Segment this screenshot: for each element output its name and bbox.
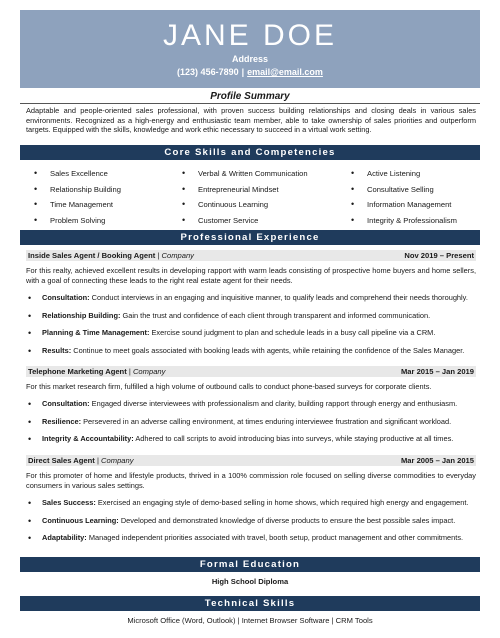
skills-column-2	[182, 166, 308, 228]
bullet-label: Resilience:	[42, 417, 82, 426]
bullet-label: Planning & Time Management:	[42, 328, 150, 337]
email-link[interactable]: email@email.com	[247, 67, 323, 77]
skills-column-3	[351, 166, 457, 228]
job-company: Company	[161, 251, 194, 260]
resume-header	[20, 10, 480, 88]
job-dates: Nov 2019 – Present	[404, 251, 474, 260]
job-bullet	[26, 399, 476, 409]
job-header	[26, 250, 476, 261]
bullet-label: Continuous Learning:	[42, 516, 119, 525]
job-dates: Mar 2015 – Jan 2019	[400, 367, 474, 376]
skill-item: • Problem Solving	[34, 213, 121, 229]
contact-line	[20, 66, 480, 78]
job-dates: Mar 2005 – Jan 2015	[400, 456, 474, 465]
job-bullet	[26, 434, 476, 444]
job-separator: |	[155, 251, 162, 260]
education-item: High School Diploma	[211, 577, 289, 586]
job-header	[26, 455, 476, 466]
bullet-text: Adhered to call scripts to avoid introducing bias into surveys, while staying productive at all times.	[133, 434, 454, 443]
job-separator: |	[126, 367, 133, 376]
bullet-label: Sales Success:	[42, 498, 96, 507]
skill-item: • Consultative Selling	[351, 182, 457, 198]
bullet-text: Developed and demonstrated knowledge of diverse products to ensure the best possible sales impact.	[118, 516, 456, 525]
bullet-text: Continue to meet goals associated with booking leads with agents, while retaining the confidence of the Sales Manager.	[71, 346, 465, 355]
job-summary: For this promoter of home and lifestyle products, thrived in a 100% commission role focused on selling diverse commodities to everyday consumers in various sales settings.	[26, 471, 476, 490]
bullet-label: Consultation:	[42, 293, 90, 302]
bullet-label: Adaptability:	[42, 533, 87, 542]
skill-item: • Time Management	[34, 197, 121, 213]
core-skills-band: Core Skills and Competencies	[20, 145, 480, 160]
skill-item: • Verbal & Written Communication	[182, 166, 308, 182]
bullet-text: Exercise sound judgment to plan and schedule leads in a busy call pipeline via a CRM.	[149, 328, 436, 337]
technical-skills-item: Microsoft Office (Word, Outlook) | Internet Browser Software | CRM Tools	[127, 616, 373, 625]
job-title: Inside Sales Agent / Booking Agent	[28, 251, 156, 260]
job-company: Company	[132, 367, 166, 376]
job-summary: For this realty, achieved excellent results in developing rapport with warm leads consisting of prospective home buyers and home sellers, with a goal of connecting these leads to the right real estate agent for their needs.	[26, 266, 476, 285]
profile-summary-title: Profile Summary	[210, 91, 290, 102]
job-bullet	[26, 328, 476, 338]
job-title: Telephone Marketing Agent	[28, 367, 127, 376]
job-header	[26, 366, 476, 377]
contact-separator: |	[241, 67, 245, 77]
skill-item: • Relationship Building	[34, 182, 121, 198]
phone-number: (123) 456-7890	[177, 67, 239, 77]
bullet-label: Relationship Building:	[42, 311, 121, 320]
job-bullet	[26, 293, 476, 303]
experience-band: Professional Experience	[20, 230, 480, 245]
bullet-text: Engaged diverse interviewees with professionalism and clarity, building rapport through energy and enthusiasm.	[89, 399, 458, 408]
profile-summary-text: Adaptable and people-oriented sales professional, with proven success building relationships and closing deals in various sales environments. Recognized as a high-energy and enthusiastic team member, able to take ownership of sales priorities and outperform targets. Equipped with the skills, knowledge and work ethic necessary to succeed in a virtual work setting.	[26, 106, 476, 135]
bullet-text: Gain the trust and confidence of each client through transparent and informed communication.	[120, 311, 431, 320]
job-company: Company	[101, 456, 134, 465]
skill-item: • Sales Excellence	[34, 166, 121, 182]
technical-skills-band: Technical Skills	[20, 596, 480, 611]
job-bullet	[26, 533, 476, 543]
job-summary: For this market research firm, fulfilled a high volume of outbound calls to conduct phone-based surveys for corporate clients.	[26, 382, 432, 391]
skills-column-1	[34, 166, 121, 228]
job-bullet	[26, 516, 476, 526]
candidate-name: JANE DOE	[162, 19, 338, 52]
bullet-label: Integrity & Accountability:	[42, 434, 134, 443]
skill-item: • Customer Service	[182, 213, 308, 229]
skill-item: • Active Listening	[351, 166, 457, 182]
skill-item: • Information Management	[351, 197, 457, 213]
address-line: Address	[231, 54, 268, 64]
skill-item: • Integrity & Professionalism	[351, 213, 457, 229]
bullet-text: Managed independent priorities associated with travel, booth setup, product management and other commitments.	[86, 533, 464, 542]
job-bullet	[26, 311, 476, 321]
job-separator: |	[94, 456, 102, 465]
education-band: Formal Education	[20, 557, 480, 572]
bullet-label: Consultation:	[42, 399, 90, 408]
skill-item: • Continuous Learning	[182, 197, 308, 213]
skill-item: • Entrepreneurial Mindset	[182, 182, 308, 198]
section-divider	[20, 103, 480, 104]
bullet-text: Exercised an engaging style of demo-based selling in home shows, which required high energy and engagement.	[95, 498, 469, 507]
bullet-text: Conduct interviews in an engaging and inquisitive manner, to qualify leads and comprehend their needs thoroughly.	[89, 293, 468, 302]
job-title: Direct Sales Agent	[28, 456, 95, 465]
job-bullet	[26, 417, 476, 427]
bullet-label: Results:	[42, 346, 72, 355]
bullet-text: Persevered in an adverse calling environment, at times enduring interviewee frustration and significant workload.	[81, 417, 452, 426]
job-bullet	[26, 498, 476, 508]
job-bullet	[26, 346, 476, 356]
